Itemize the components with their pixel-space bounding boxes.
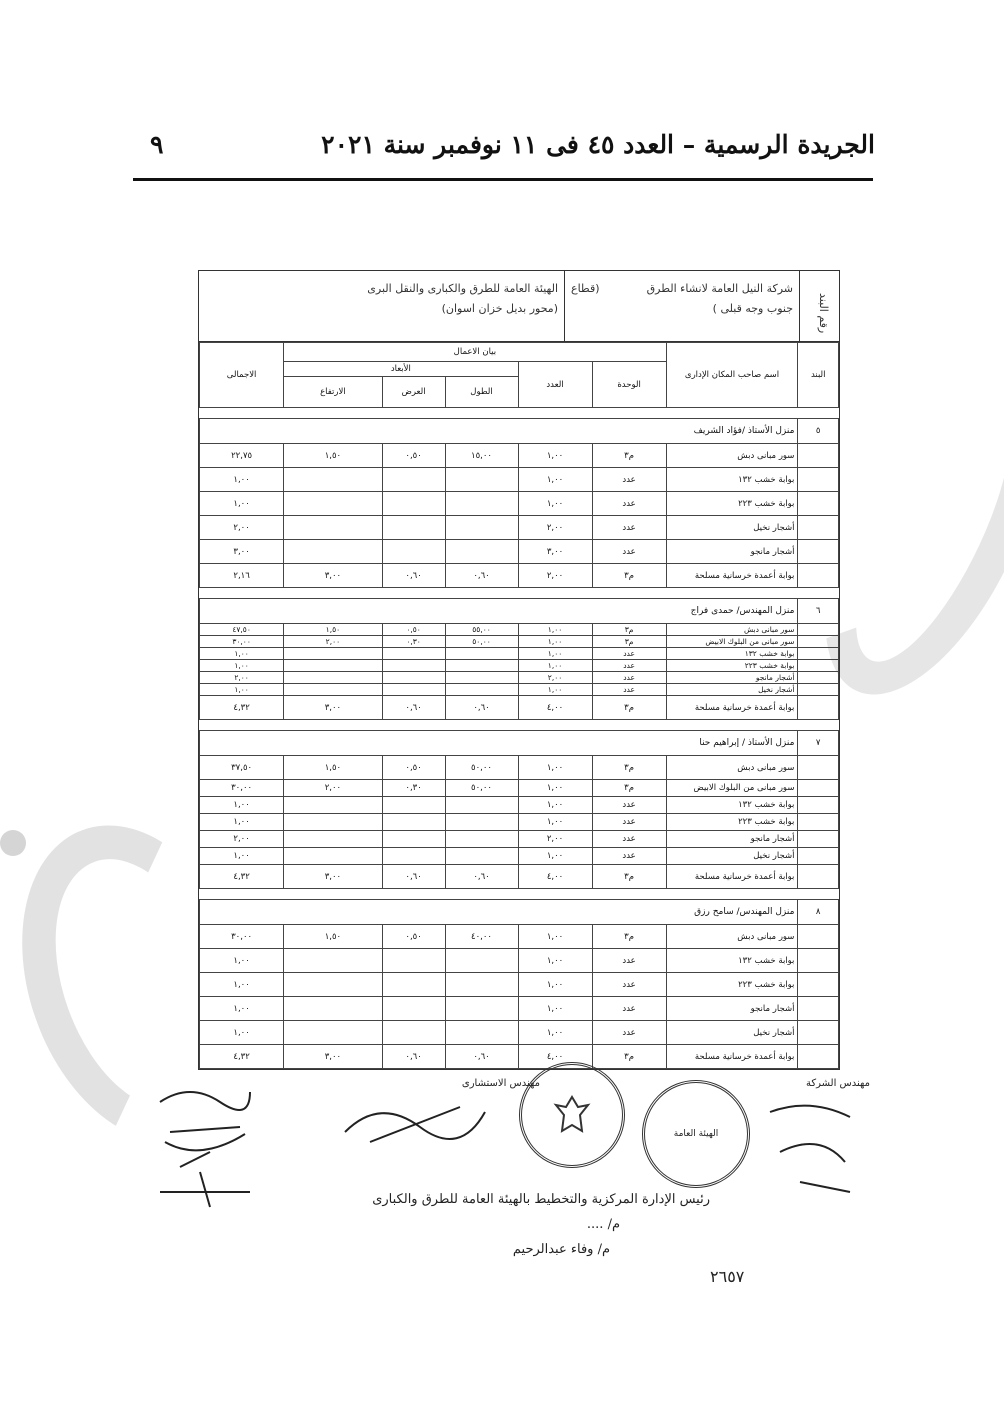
table-row	[200, 949, 839, 973]
unit-cell: عدد	[592, 949, 666, 973]
length-cell	[445, 848, 518, 865]
height-cell: ٢,٠٠	[284, 780, 382, 797]
desc-cell: بوابة خشب ١٣٢	[666, 468, 798, 492]
unit-cell: عدد	[592, 831, 666, 848]
height-cell: ٣,٠٠	[284, 696, 382, 720]
count-cell: ١,٠٠	[518, 814, 592, 831]
length-cell	[445, 516, 518, 540]
height-cell: ٢,٠٠	[284, 636, 382, 648]
height-cell	[284, 492, 382, 516]
company-sub: جنوب وجه قبلى )	[712, 302, 793, 315]
unit-cell: م٣	[592, 696, 666, 720]
count-cell: ٤,٠٠	[518, 865, 592, 889]
unit-cell: عدد	[592, 973, 666, 997]
section-row	[200, 419, 839, 444]
height-cell	[284, 997, 382, 1021]
width-cell	[382, 973, 445, 997]
item-cell	[798, 492, 839, 516]
height-cell	[284, 949, 382, 973]
unit-cell: عدد	[592, 797, 666, 814]
total-cell: ١,٠٠	[200, 648, 284, 660]
table-row	[200, 624, 839, 636]
width-cell	[382, 1021, 445, 1045]
width-cell	[382, 997, 445, 1021]
table-row	[200, 648, 839, 660]
item-cell	[798, 831, 839, 848]
item-no-label: رقم البند	[799, 271, 839, 341]
section-name: منزل المهندس/ حمدى فراج	[200, 599, 798, 624]
gap-cell	[200, 588, 839, 599]
unit-cell: م٣	[592, 780, 666, 797]
height-cell	[284, 684, 382, 696]
section-number: ٨	[798, 900, 839, 925]
total-cell: ٤,٣٢	[200, 696, 284, 720]
table-row	[200, 696, 839, 720]
desc-cell: أشجار نخيل	[666, 1021, 798, 1045]
height-cell: ٣,٠٠	[284, 1045, 382, 1069]
desc-cell: أشجار نخيل	[666, 516, 798, 540]
table-row	[200, 660, 839, 672]
count-cell: ١,٠٠	[518, 797, 592, 814]
item-cell	[798, 468, 839, 492]
gazette-title: الجريدة الرسمية – العدد ٤٥ فى ١١ نوفمبر سنة ٢٠٢١	[321, 130, 875, 159]
height-cell	[284, 814, 382, 831]
width-cell: ٠,٦٠	[382, 696, 445, 720]
col-total: الاجمالى	[200, 343, 284, 408]
unit-cell: عدد	[592, 516, 666, 540]
unit-cell: عدد	[592, 848, 666, 865]
width-cell	[382, 848, 445, 865]
table-row	[200, 973, 839, 997]
total-cell: ٣,٠٠	[200, 540, 284, 564]
unit-cell: م٣	[592, 444, 666, 468]
table-row	[200, 756, 839, 780]
page-number: ٩	[150, 130, 164, 159]
total-cell: ٤,٣٢	[200, 1045, 284, 1069]
col-works-statement: بيان الاعمال	[284, 343, 666, 362]
length-cell: ٤٠,٠٠	[445, 925, 518, 949]
total-cell: ١,٠٠	[200, 1021, 284, 1045]
unit-cell: عدد	[592, 814, 666, 831]
col-owner: اسم صاحب المكان الإدارى	[666, 343, 798, 408]
section-number: ٧	[798, 731, 839, 756]
desc-cell: بوابة خشب ١٣٢	[666, 949, 798, 973]
gazette-header	[130, 130, 875, 178]
total-cell: ٢,٠٠	[200, 672, 284, 684]
item-cell	[798, 564, 839, 588]
item-cell	[798, 865, 839, 889]
desc-cell: بوابة خشب ٢٢٣	[666, 660, 798, 672]
count-cell: ١,٠٠	[518, 648, 592, 660]
desc-cell: أشجار مانجو	[666, 831, 798, 848]
unit-cell: عدد	[592, 1021, 666, 1045]
item-cell	[798, 949, 839, 973]
count-cell: ١,٠٠	[518, 848, 592, 865]
unit-cell: عدد	[592, 540, 666, 564]
authority-name: الهيئة العامة للطرق والكبارى والنقل البرى	[367, 282, 558, 295]
total-cell: ٣٧,٥٠	[200, 756, 284, 780]
total-cell: ١,٠٠	[200, 492, 284, 516]
total-cell: ٢٢,٧٥	[200, 444, 284, 468]
height-cell: ١,٥٠	[284, 756, 382, 780]
width-cell	[382, 468, 445, 492]
total-cell: ٢,٠٠	[200, 516, 284, 540]
total-cell: ١,٠٠	[200, 660, 284, 672]
length-cell	[445, 949, 518, 973]
desc-cell: سور مبانى من البلوك الابيض	[666, 636, 798, 648]
authority-block	[199, 271, 564, 341]
length-cell: ٥٠,٠٠	[445, 756, 518, 780]
length-cell	[445, 973, 518, 997]
item-cell	[798, 516, 839, 540]
total-cell: ١,٠٠	[200, 814, 284, 831]
section-name: منزل الأستاذ / إبراهيم حنا	[200, 731, 798, 756]
length-cell: ٠,٦٠	[445, 1045, 518, 1069]
count-cell: ١,٠٠	[518, 636, 592, 648]
length-cell	[445, 684, 518, 696]
item-cell	[798, 925, 839, 949]
length-cell	[445, 492, 518, 516]
count-cell: ٣,٠٠	[518, 540, 592, 564]
table-row	[200, 636, 839, 648]
length-cell: ٥٥,٠٠	[445, 624, 518, 636]
unit-cell: م٣	[592, 624, 666, 636]
height-cell: ٣,٠٠	[284, 865, 382, 889]
desc-cell: سور مبانى دبش	[666, 444, 798, 468]
table-row	[200, 831, 839, 848]
official-stamp-center	[519, 1062, 625, 1168]
count-cell: ١,٠٠	[518, 925, 592, 949]
count-cell: ١,٠٠	[518, 492, 592, 516]
item-cell	[798, 797, 839, 814]
width-cell	[382, 684, 445, 696]
desc-cell: أشجار مانجو	[666, 540, 798, 564]
total-cell: ١,٠٠	[200, 949, 284, 973]
desc-cell: بوابة خشب ١٣٢	[666, 648, 798, 660]
width-cell: ٠,٥٠	[382, 444, 445, 468]
total-cell: ٤٧,٥٠	[200, 624, 284, 636]
desc-cell: سور مبانى دبش	[666, 624, 798, 636]
table-row	[200, 797, 839, 814]
count-cell: ١,٠٠	[518, 624, 592, 636]
item-cell	[798, 672, 839, 684]
item-cell	[798, 756, 839, 780]
section-row	[200, 731, 839, 756]
item-cell	[798, 444, 839, 468]
unit-cell: عدد	[592, 648, 666, 660]
length-cell	[445, 648, 518, 660]
official-stamp-right	[642, 1080, 750, 1188]
table-row	[200, 492, 839, 516]
table-row	[200, 684, 839, 696]
length-cell: ٥٠,٠٠	[445, 636, 518, 648]
desc-cell: أشجار مانجو	[666, 672, 798, 684]
height-cell	[284, 797, 382, 814]
width-cell: ٠,٥٠	[382, 756, 445, 780]
table-row	[200, 780, 839, 797]
item-cell	[798, 997, 839, 1021]
height-cell	[284, 848, 382, 865]
desc-cell: بوابة أعمدة خرسانية مسلحة	[666, 1045, 798, 1069]
unit-cell: م٣	[592, 564, 666, 588]
col-length: الطول	[445, 377, 518, 408]
stamp-right-text: الهيئة العامة	[673, 1129, 719, 1139]
unit-cell: م٣	[592, 925, 666, 949]
height-cell	[284, 660, 382, 672]
unit-cell: عدد	[592, 684, 666, 696]
desc-cell: بوابة خشب ٢٢٣	[666, 814, 798, 831]
length-cell	[445, 831, 518, 848]
section-row	[200, 599, 839, 624]
unit-cell: عدد	[592, 997, 666, 1021]
item-cell	[798, 1021, 839, 1045]
unit-cell: عدد	[592, 492, 666, 516]
item-cell	[798, 648, 839, 660]
unit-cell: عدد	[592, 660, 666, 672]
section-gap	[200, 408, 839, 419]
item-cell	[798, 973, 839, 997]
count-cell: ١,٠٠	[518, 468, 592, 492]
width-cell	[382, 949, 445, 973]
table-row	[200, 468, 839, 492]
handwritten-line-3: م/ وفاء عبدالرحيم	[512, 1242, 610, 1257]
count-cell: ١,٠٠	[518, 660, 592, 672]
total-cell: ١,٠٠	[200, 797, 284, 814]
handwritten-line-2: م/ ....	[586, 1217, 620, 1232]
total-cell: ١,٠٠	[200, 684, 284, 696]
section-gap	[200, 720, 839, 731]
table-row	[200, 848, 839, 865]
section-number: ٦	[798, 599, 839, 624]
item-cell	[798, 684, 839, 696]
length-cell	[445, 1021, 518, 1045]
section-gap	[200, 588, 839, 599]
table-row	[200, 1021, 839, 1045]
col-unit: الوحدة	[592, 362, 666, 408]
count-cell: ٤,٠٠	[518, 696, 592, 720]
width-cell	[382, 540, 445, 564]
height-cell	[284, 831, 382, 848]
total-cell: ١,٠٠	[200, 973, 284, 997]
width-cell	[382, 797, 445, 814]
width-cell	[382, 492, 445, 516]
item-cell	[798, 848, 839, 865]
height-cell: ١,٥٠	[284, 624, 382, 636]
width-cell: ٠,٣٠	[382, 636, 445, 648]
unit-cell: عدد	[592, 672, 666, 684]
item-cell	[798, 814, 839, 831]
height-cell	[284, 516, 382, 540]
gap-cell	[200, 720, 839, 731]
height-cell	[284, 648, 382, 660]
count-cell: ٢,٠٠	[518, 516, 592, 540]
table-row	[200, 865, 839, 889]
table-row	[200, 672, 839, 684]
length-cell: ٠,٦٠	[445, 865, 518, 889]
section-row	[200, 900, 839, 925]
section-number: ٥	[798, 419, 839, 444]
count-cell: ٤,٠٠	[518, 1045, 592, 1069]
desc-cell: بوابة أعمدة خرسانية مسلحة	[666, 865, 798, 889]
height-cell: ٣,٠٠	[284, 564, 382, 588]
watermark-dot	[0, 830, 26, 856]
col-dimensions: الأبعاد	[284, 362, 518, 377]
col-count: العدد	[518, 362, 592, 408]
desc-cell: سور مبانى دبش	[666, 925, 798, 949]
section-name: منزل المهندس/ سامح رزق	[200, 900, 798, 925]
width-cell	[382, 672, 445, 684]
table-row	[200, 997, 839, 1021]
width-cell	[382, 831, 445, 848]
desc-cell: أشجار نخيل	[666, 684, 798, 696]
height-cell	[284, 672, 382, 684]
table-row	[200, 444, 839, 468]
length-cell	[445, 672, 518, 684]
unit-cell: م٣	[592, 756, 666, 780]
table-row	[200, 516, 839, 540]
unit-cell: م٣	[592, 636, 666, 648]
total-cell: ٣٠,٠٠	[200, 780, 284, 797]
signature-company-scribble	[760, 1092, 860, 1212]
consultant-label: مهندس الاستشارى	[461, 1078, 540, 1089]
sector-label: (قطاع	[571, 282, 600, 295]
height-cell	[284, 973, 382, 997]
total-cell: ٢,١٦	[200, 564, 284, 588]
width-cell: ٠,٣٠	[382, 780, 445, 797]
count-cell: ٢,٠٠	[518, 672, 592, 684]
unit-cell: م٣	[592, 1045, 666, 1069]
count-cell: ١,٠٠	[518, 949, 592, 973]
desc-cell: بوابة خشب ١٣٢	[666, 797, 798, 814]
item-cell	[798, 660, 839, 672]
item-cell	[798, 624, 839, 636]
desc-cell: بوابة أعمدة خرسانية مسلحة	[666, 564, 798, 588]
desc-cell: بوابة خشب ٢٢٣	[666, 492, 798, 516]
length-cell	[445, 814, 518, 831]
height-cell: ١,٥٠	[284, 925, 382, 949]
total-cell: ٣٠,٠٠	[200, 636, 284, 648]
table-row	[200, 925, 839, 949]
height-cell: ١,٥٠	[284, 444, 382, 468]
height-cell	[284, 1021, 382, 1045]
height-cell	[284, 540, 382, 564]
col-height: الارتفاع	[284, 377, 382, 408]
length-cell: ١٥,٠٠	[445, 444, 518, 468]
company-name: شركة النيل العامة لانشاء الطرق	[646, 282, 793, 295]
count-cell: ٢,٠٠	[518, 564, 592, 588]
signature-left-scribble	[150, 1072, 260, 1212]
header-rule	[133, 178, 873, 181]
document-top-header	[199, 271, 839, 342]
desc-cell: سور مبانى دبش	[666, 756, 798, 780]
width-cell	[382, 516, 445, 540]
desc-cell: سور مبانى من البلوك الابيض	[666, 780, 798, 797]
signatures-area	[140, 1062, 880, 1302]
length-cell	[445, 660, 518, 672]
item-cell	[798, 696, 839, 720]
works-table-body	[200, 408, 839, 1069]
section-name: منزل الأستاذ /فؤاد الشريف	[200, 419, 798, 444]
count-cell: ١,٠٠	[518, 444, 592, 468]
company-engineer-label: مهندس الشركة	[805, 1078, 870, 1089]
desc-cell: بوابة أعمدة خرسانية مسلحة	[666, 696, 798, 720]
count-cell: ١,٠٠	[518, 756, 592, 780]
length-cell: ٥٠,٠٠	[445, 780, 518, 797]
total-cell: ٣٠,٠٠	[200, 925, 284, 949]
company-block	[564, 271, 799, 341]
width-cell: ٠,٥٠	[382, 624, 445, 636]
gap-cell	[200, 889, 839, 900]
width-cell	[382, 660, 445, 672]
count-cell: ١,٠٠	[518, 780, 592, 797]
handwritten-number: ٢٦٥٧	[710, 1267, 745, 1286]
col-width: العرض	[382, 377, 445, 408]
desc-cell: بوابة خشب ٢٢٣	[666, 973, 798, 997]
works-table	[199, 342, 839, 1069]
works-statement-document	[198, 270, 840, 1070]
project-name: (محور بديل خزان اسوان)	[441, 302, 558, 315]
table-row	[200, 564, 839, 588]
count-cell: ١,٠٠	[518, 684, 592, 696]
total-cell: ١,٠٠	[200, 848, 284, 865]
total-cell: ١,٠٠	[200, 468, 284, 492]
desc-cell: أشجار مانجو	[666, 997, 798, 1021]
height-cell	[284, 468, 382, 492]
count-cell: ٢,٠٠	[518, 831, 592, 848]
desc-cell: أشجار نخيل	[666, 848, 798, 865]
length-cell: ٠,٦٠	[445, 564, 518, 588]
width-cell: ٠,٦٠	[382, 564, 445, 588]
width-cell: ٠,٦٠	[382, 1045, 445, 1069]
section-gap	[200, 889, 839, 900]
table-row	[200, 814, 839, 831]
item-cell	[798, 780, 839, 797]
width-cell	[382, 648, 445, 660]
eagle-emblem-icon	[552, 1093, 592, 1137]
total-cell: ٢,٠٠	[200, 831, 284, 848]
length-cell: ٠,٦٠	[445, 696, 518, 720]
length-cell	[445, 997, 518, 1021]
total-cell: ٤,٣٢	[200, 865, 284, 889]
length-cell	[445, 468, 518, 492]
length-cell	[445, 797, 518, 814]
unit-cell: عدد	[592, 468, 666, 492]
count-cell: ١,٠٠	[518, 1021, 592, 1045]
unit-cell: م٣	[592, 865, 666, 889]
length-cell	[445, 540, 518, 564]
width-cell: ٠,٥٠	[382, 925, 445, 949]
total-cell: ١,٠٠	[200, 997, 284, 1021]
count-cell: ١,٠٠	[518, 997, 592, 1021]
gap-cell	[200, 408, 839, 419]
handwritten-line-1: رئيس الإدارة المركزية والتخطيط بالهيئة العامة للطرق والكبارى	[372, 1192, 710, 1207]
item-cell	[798, 636, 839, 648]
width-cell: ٠,٦٠	[382, 865, 445, 889]
table-row	[200, 540, 839, 564]
item-cell	[798, 540, 839, 564]
signature-consultant-scribble	[340, 1092, 490, 1152]
col-item: البند	[798, 343, 839, 408]
width-cell	[382, 814, 445, 831]
count-cell: ١,٠٠	[518, 973, 592, 997]
